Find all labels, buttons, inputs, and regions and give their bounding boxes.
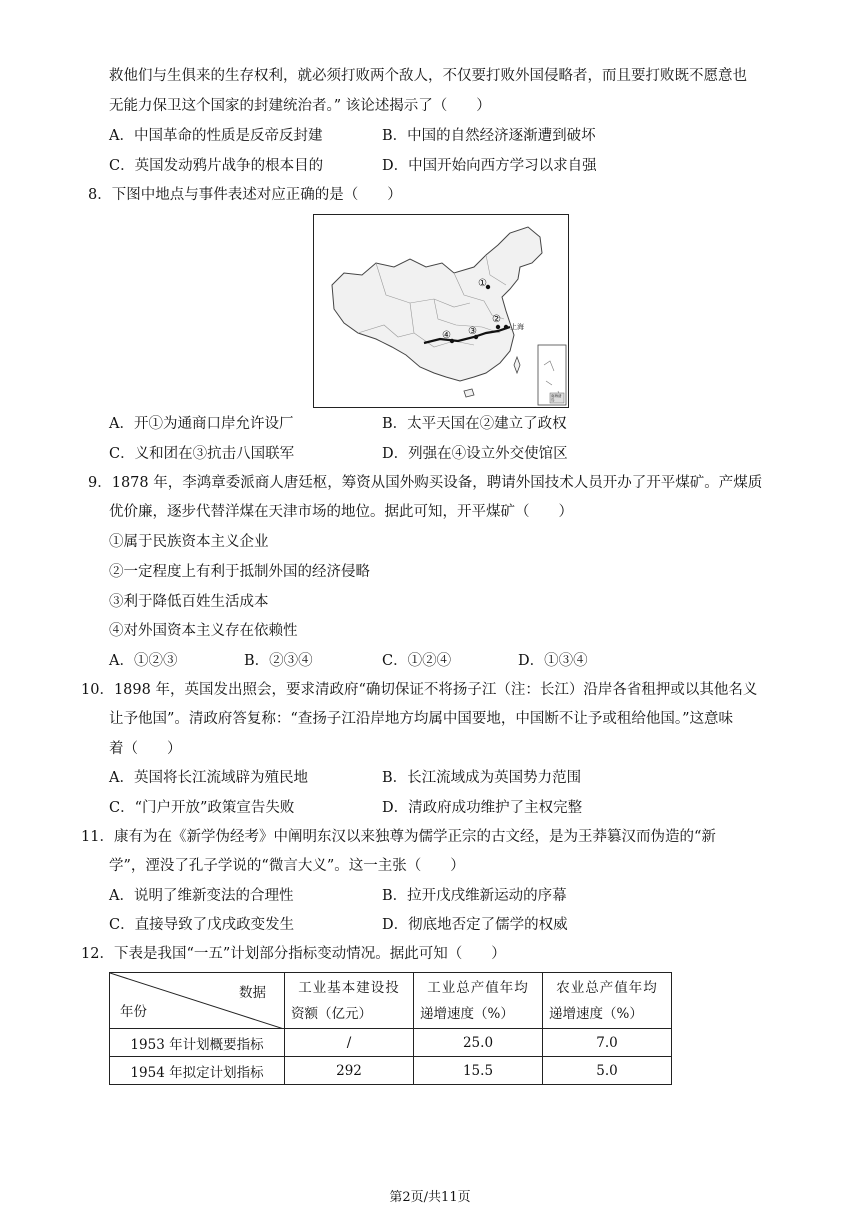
q11-option-c: C．直接导致了戊戌政变发生 xyxy=(109,917,295,933)
map-label-shanghai: 上海 xyxy=(510,323,524,331)
q9-item-4: ④对外国资本主义存在依赖性 xyxy=(109,623,298,639)
row-value-industry-growth: 25.0 xyxy=(414,1029,543,1057)
q9-option-d: D．①③④ xyxy=(518,653,588,669)
table-header-col1 xyxy=(285,973,414,1029)
q9-option-c: C．①②④ xyxy=(382,653,452,669)
passage-line-1: 救他们与生俱来的生存权利，就必须打败两个敌人，不仅要打败外国侵略者，而且要打败既不愿意也 xyxy=(109,68,747,84)
q9-stem-line-2: 优价廉，逐步代替洋煤在天津市场的地位。据此可知，开平煤矿（ ） xyxy=(109,504,573,520)
row-value-investment: / xyxy=(285,1029,414,1057)
col2-line2: 递增速度（%） xyxy=(420,1005,514,1022)
map-label-3: ③ xyxy=(468,326,477,337)
corner-top-label: 数据 xyxy=(239,985,266,1001)
q10-option-a: A．英国将长江流域辟为殖民地 xyxy=(109,770,308,786)
q9-item-1: ①属于民族资本主义企业 xyxy=(109,534,269,550)
col1-line1: 工业基本建设投 xyxy=(298,979,400,996)
row-value-industry-growth: 15.5 xyxy=(414,1057,543,1085)
table-corner-cell xyxy=(110,973,285,1029)
q7-option-c: C．英国发动鸦片战争的根本目的 xyxy=(109,158,324,174)
map-label-4: ④ xyxy=(442,330,451,341)
q10-stem-line-3: 着（ ） xyxy=(109,741,182,757)
q8-option-c: C．义和团在③抗击八国联军 xyxy=(109,446,295,462)
q9-item-2: ②一定程度上有利于抵制外国的经济侵略 xyxy=(109,564,370,580)
col3-line1: 农业总产值年均 xyxy=(556,979,658,996)
row-value-agriculture-growth: 7.0 xyxy=(543,1029,672,1057)
row-label: 1953 年计划概要指标 xyxy=(110,1029,285,1057)
corner-bottom-label: 年份 xyxy=(120,1004,147,1020)
q10-option-d: D．清政府成功维护了主权完整 xyxy=(382,800,583,816)
table-row xyxy=(110,1029,672,1057)
passage-line-2: 无能力保卫这个国家的封建统治者。” 该论述揭示了（ ） xyxy=(109,98,491,114)
q11-stem-line-2: 学”，湮没了孔子学说的“微言大义”。这一主张（ ） xyxy=(109,858,465,874)
q9-stem-line-1: 9．1878 年，李鸿章委派商人唐廷枢，筹资从国外购买设备，聘请外国技术人员开办了开平煤矿。产煤质 xyxy=(88,475,763,491)
table-header-row xyxy=(110,973,672,1029)
q10-stem-line-2: 让予他国”。清政府答复称：“查扬子江沿岸地方均属中国要地，中国断不让予或租给他国。”这意味 xyxy=(109,711,733,727)
col1-line2: 资额（亿元） xyxy=(291,1005,372,1022)
q11-option-a: A．说明了维新变法的合理性 xyxy=(109,888,294,904)
q10-option-c: C．“门户开放”政策宣告失败 xyxy=(109,800,295,816)
q8-option-d: D．列强在④设立外交使馆区 xyxy=(382,446,568,462)
q8-option-a: A．开①为通商口岸允许设厂 xyxy=(109,416,294,432)
q8-option-b: B．太平天国在②建立了政权 xyxy=(382,416,567,432)
q10-option-b: B．长江流域成为英国势力范围 xyxy=(382,770,582,786)
col3-line2: 递增速度（%） xyxy=(549,1005,643,1022)
q9-option-b: B．②③④ xyxy=(244,653,313,669)
table-header-col3 xyxy=(543,973,672,1029)
q12-stem: 12．下表是我国“一五”计划部分指标变动情况。据此可知（ ） xyxy=(81,946,506,962)
map-label-1: ① xyxy=(478,278,487,289)
q11-stem-line-1: 11．康有为在《新学伪经考》中阐明东汉以来独尊为儒学正宗的古文经，是为王莽篡汉而伪造的“新 xyxy=(81,829,716,845)
q9-item-3: ③利于降低百姓生活成本 xyxy=(109,594,269,610)
q8-stem: 8．下图中地点与事件表述对应正确的是（ ） xyxy=(88,187,402,203)
col2-line1: 工业总产值年均 xyxy=(427,979,529,996)
plan-indicator-table xyxy=(109,972,672,1085)
q11-option-b: B．拉开戊戌维新运动的序幕 xyxy=(382,888,567,904)
row-label: 1954 年拟定计划指标 xyxy=(110,1057,285,1085)
map-label-south-sea-islands: 南海诸岛 xyxy=(551,394,562,402)
row-value-investment: 292 xyxy=(285,1057,414,1085)
page-footer: 第2页/共11页 xyxy=(389,1190,471,1205)
q7-option-a: A．中国革命的性质是反帝反封建 xyxy=(109,128,323,144)
q10-stem-line-1: 10．1898 年，英国发出照会，要求清政府“确切保证不将扬子江（注：长江）沿岸各省租押或以其他名义 xyxy=(81,682,758,698)
q11-option-d: D．彻底地否定了儒学的权威 xyxy=(382,917,568,933)
q9-option-a: A．①②③ xyxy=(109,653,178,669)
china-map xyxy=(313,214,569,408)
q7-option-d: D．中国开始向西方学习以求自强 xyxy=(382,158,597,174)
table-header-col2 xyxy=(414,973,543,1029)
map-label-2: ② xyxy=(492,314,501,325)
q7-option-b: B．中国的自然经济逐渐遭到破坏 xyxy=(382,128,596,144)
row-value-agriculture-growth: 5.0 xyxy=(543,1057,672,1085)
china-map-graphic xyxy=(314,215,568,407)
table-row xyxy=(110,1057,672,1085)
